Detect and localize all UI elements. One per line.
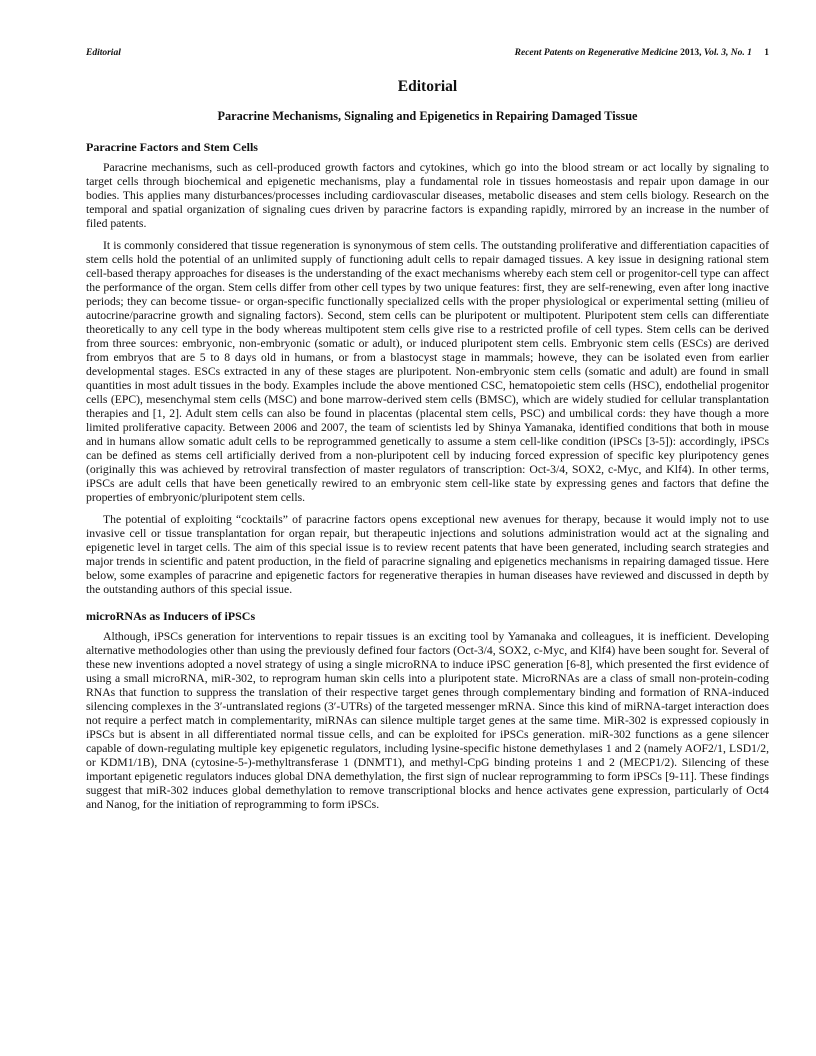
journal-year: 2013, [680,48,702,58]
journal-name: Recent Patents on Regenerative Medicine [514,48,678,58]
section-paracrine-factors [86,140,769,597]
paragraph: Although, iPSCs generation for interventions to repair tissues is an exciting tool by Yamanaka and colleagues, it is inefficient. Developing alternative methodologies other than using the previously defined four factors (Oct-3/4, SOX2, c-Myc, and Klf4) have been sought for. Several of these new inventions adopted a novel strategy of using a single microRNA to induce iPSC generation [6-8], which presented the first evidence of using a small microRNA, miR-302, to reprogram human skin cells into a pluripotent state. MicroRNAs are a class of small non-protein-coding RNAs that function to suppress the translation of their respective target genes through complementary binding and formation of RNA-induced silencing complexes in the 3′-untranslated regions (3′-UTRs) of the targeted messenger mRNA. Since this kind of miRNA-target interaction does not require a perfect match in complementarity, miRNAs can silence multiple target genes at the same time. MiR-302 is expressed copiously in iPSCs but is absent in all differentiated normal tissue cells, and can be exploited for iPSCs generation. miR-302 functions as a gene silencer capable of down-regulating multiple key epigenetic regulators, including lysine-specific histone demethylases 1 and 2 (namely AOF2/1, LSD1/2, or KDM1/1B), DNA (cytosine-5-)-methyltransferase 1 (DNMT1), and methyl-CpG binding proteins 1 and 2 (MECP1/2). Silencing of these important epigenetic regulators induces global DNA demethylation, the first sign of nuclear reprogramming to form iPSCs [9-11]. These findings suggest that miR-302 induces global demethylation to remove transcriptional blocks and hence activates gene expression, particularly of Oct4 and Nanog, for the initiation of reprogramming to form iPSCs. [86,630,769,811]
document-title: Paracrine Mechanisms, Signaling and Epigenetics in Repairing Damaged Tissue [217,109,638,123]
paragraph: Paracrine mechanisms, such as cell-produced growth factors and cytokines, which go into the blood stream or act locally by signaling to target cells through biochemical and epigenetic mechanisms, play a fundamental role in tissues homeostasis and repair upon damage in our bodies. This applies many disturbances/processes including cardiovascular diseases, metabolic diseases and stem cells biology. Research on the temporal and spatial organization of signaling cues driven by paracrine factors is expanding rapidly, mirrored by an increase in the number of filed patents. [86,161,769,230]
paragraph: It is commonly considered that tissue regeneration is synonymous of stem cells. The outstanding proliferative and differentiation capacities of stem cells hold the potential of an unlimited supply of functioning adult cells to repair damaged tissues. A key issue in designing rational stem cell-based therapy approaches for diseases is the understanding of the exact mechanisms whereby each stem cell or progenitor-cell type can affect the performance of the organ. Stem cells differ from other cell types by two unique features: first, they are self-renewing, even after long inactive periods; they can become tissue- or organ-specific functionally specialized cells with the proper physiological or experimental setting (milieu of autocrine/paracrine growth and signaling factors). Second, stem cells can be pluripotent or multipotent. Pluripotent stem cells can differentiate theoretically to any cell type in the body whereas multipotent stem cells give rise to a restricted profile of cell types. Stem cells can be derived from three sources: embryonic, non-embryonic (somatic or adult), or induced pluripotent stem cells. Embryonic stem cells (ESCs) are derived from embryos that are 5 to 8 days old in humans, or from a blastocyst stage in mammals; howeve, they can be isolated even from earlier developmental stages. ESCs extracted in any of these stages are pluripotent. Non-embryonic stem cells (somatic and adult) are found in small quantities in most adult tissues in the body. Examples include the above mentioned CSC, hematopoietic stem cells (HSC), endothelial progenitor cells (EPC), mesenchymal stem cells (MSC) and bone marrow-derived stem cells (BMSC), which are widely studied for cellular transplantation therapies and [1, 2]. Adult stem cells can also be found in placentas (placental stem cells, PSC) and umbilical cords: they have though a more limited proliferative capacity. Between 2006 and 2007, the team of scientists led by Shinya Yamanaka, identified conditions that both in mouse and in humans allow somatic adult cells to be reprogrammed genetically to assume a stem cell-like condition (iPSCs [3-5]): accordingly, iPSCs can be defined as stems cell artificially derived from a non-pluripotent cell by inducing forced expression of specific key pluripotency genes (originally this was achieved by retroviral transfection of master regulators of transcription: Oct-3/4, SOX2, c-Myc, and Klf4). In other terms, iPSCs are adult cells that have been genetically rewired to an embryonic stem cell-like state by expressing genes and factors that define the properties of embryonic/pluripotent stem cells. [86,239,769,504]
running-head-citation [515,48,769,58]
journal-volume: Vol. 3, No. 1 [703,48,752,58]
section-micrornas [86,609,769,812]
section-heading: Paracrine Factors and Stem Cells [86,140,258,154]
page-number: 1 [764,48,769,58]
paragraph: The potential of exploiting “cocktails” of paracrine factors opens exceptional new avenues for therapy, because it would imply not to use invasive cell or tissue transplantation for organ repair, but therapeutic injections and solutions administration would act at the signaling and epigenetic level in target cells. The aim of this special issue is to review recent patents that have been generated, including search strategies and major trends in scientific and patent production, in the field of paracrine signaling and epigenetics mechanisms in repairing damaged tissue. Here below, some examples of paracrine and epigenetic factors for regenerative therapies in human diseases have reviewed and discussed in depth by the outstanding authors of this special issue. [86,513,769,596]
running-head-section: Editorial [86,48,121,58]
section-heading: microRNAs as Inducers of iPSCs [86,609,256,623]
article-body [86,140,769,820]
document-type-heading: Editorial [397,78,458,95]
